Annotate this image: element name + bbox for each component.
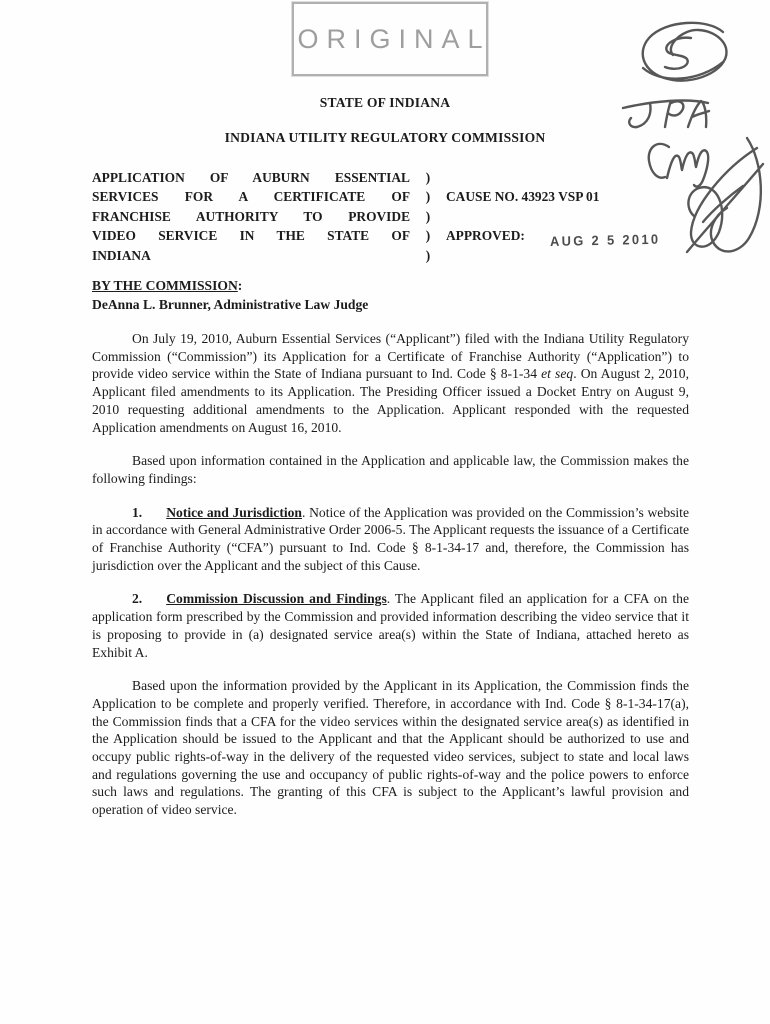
- by-commission-label: BY THE COMMISSION: [92, 278, 238, 293]
- p1-pre: On July 19, 2010, Auburn Essential Services (“Applicant”) filed with the Indiana Utility Regulatory Commission (“Commission”) its Application for a Certificate of Franchise Authority (“Application”) to provide video service within the State of Indiana pursuant to Ind. Code § 8-1-34: [92, 331, 689, 382]
- finding-2-heading: Commission Discussion and Findings: [166, 591, 387, 607]
- approved-date-stamp: AUG 2 5 2010: [549, 231, 661, 249]
- caption-line: FRANCHISE AUTHORITY TO PROVIDE: [92, 208, 410, 224]
- caption-line: VIDEO SERVICE IN THE STATE OF: [92, 228, 410, 244]
- finding-1: [92, 504, 689, 575]
- caption-left-column: [92, 168, 410, 265]
- caption-line: INDIANA: [92, 247, 151, 263]
- caption-paren: ): [425, 247, 431, 263]
- judge-name: DeAnna L. Brunner, Administrative Law Judge: [92, 296, 369, 312]
- document-body: [92, 330, 689, 835]
- approved-label: APPROVED:: [446, 228, 525, 243]
- finding-1-heading: Notice and Jurisdiction: [166, 504, 302, 520]
- caption-paren: ): [425, 189, 431, 205]
- cause-number: CAUSE NO. 43923 VSP 01: [446, 189, 600, 204]
- by-commission-colon: :: [237, 278, 243, 293]
- finding-2-text: . The Applicant filed an application for a CFA on the application form prescribed by the Commission and provided information describing the video service that it is proposing to provide in (a) designated service area(s) within the State of Indiana, attached hereto as Exhibit A.: [92, 591, 689, 660]
- finding-2: [92, 590, 689, 661]
- caption-line: APPLICATION OF AUBURN ESSENTIAL: [92, 170, 410, 185]
- original-stamp-text: ORIGINAL: [297, 23, 491, 54]
- paragraph-procedural-history: [92, 330, 689, 436]
- caption-block: [92, 168, 692, 265]
- caption-paren: ): [425, 208, 431, 224]
- finding-2-number: 2.: [132, 591, 143, 607]
- paragraph-conclusion: Based upon the information provided by the Applicant in its Application, the Commission finds the Application to be complete and properly verified. Therefore, in accordance with Ind. Code § 8-1-34-17(a), the Commission finds that a CFA for the video services within the designated service area(s) as identified in the Application should be issued to the Applicant and that the Applicant should be authorized to use and occupy public rights-of-way in the delivery of the requested video services, subject to state and local laws and regulations governing the use and occupancy of public rights-of-way and the police powers to enforce such laws and regulations. The granting of this CFA is subject to the Applicant’s lawful provision and operation of video service.: [92, 678, 689, 818]
- caption-paren: ): [425, 228, 431, 244]
- original-stamp-box: [292, 2, 491, 76]
- caption-paren-column: [410, 168, 446, 265]
- p1-et-seq: et seq: [541, 366, 574, 382]
- initials-scribble-icon: [643, 23, 727, 81]
- caption-line: SERVICES FOR A CERTIFICATE OF: [92, 189, 410, 205]
- finding-1-number: 1.: [132, 504, 143, 520]
- caption-right-column: [446, 168, 692, 265]
- paragraph-findings-intro: Based upon information contained in the Application and applicable law, the Commission makes the following findings:: [92, 453, 689, 486]
- state-title: STATE OF INDIANA: [319, 95, 451, 110]
- p1-post: . On August 2, 2010, Applicant filed amendments to its Application. The Presiding Officer issued a Docket Entry on August 9, 2010 requesting additional amendments to the Application. Applicant responded with the requested Application amendments on August 16, 2010.: [92, 366, 689, 435]
- commission-title: INDIANA UTILITY REGULATORY COMMISSION: [224, 130, 546, 145]
- finding-1-text: . Notice of the Application was provided on the Commission’s website in accordance with General Administrative Order 2006-5. The Applicant requests the issuance of a Certificate of Franchise Authority (“CFA”) pursuant to Ind. Code § 8-1-34-17 and, therefore, the Commission has jurisdiction over the Applicant and the subject of this Cause.: [92, 504, 689, 573]
- by-commission-heading: [92, 277, 368, 296]
- caption-paren: ): [425, 170, 431, 185]
- byline-block: [92, 277, 368, 314]
